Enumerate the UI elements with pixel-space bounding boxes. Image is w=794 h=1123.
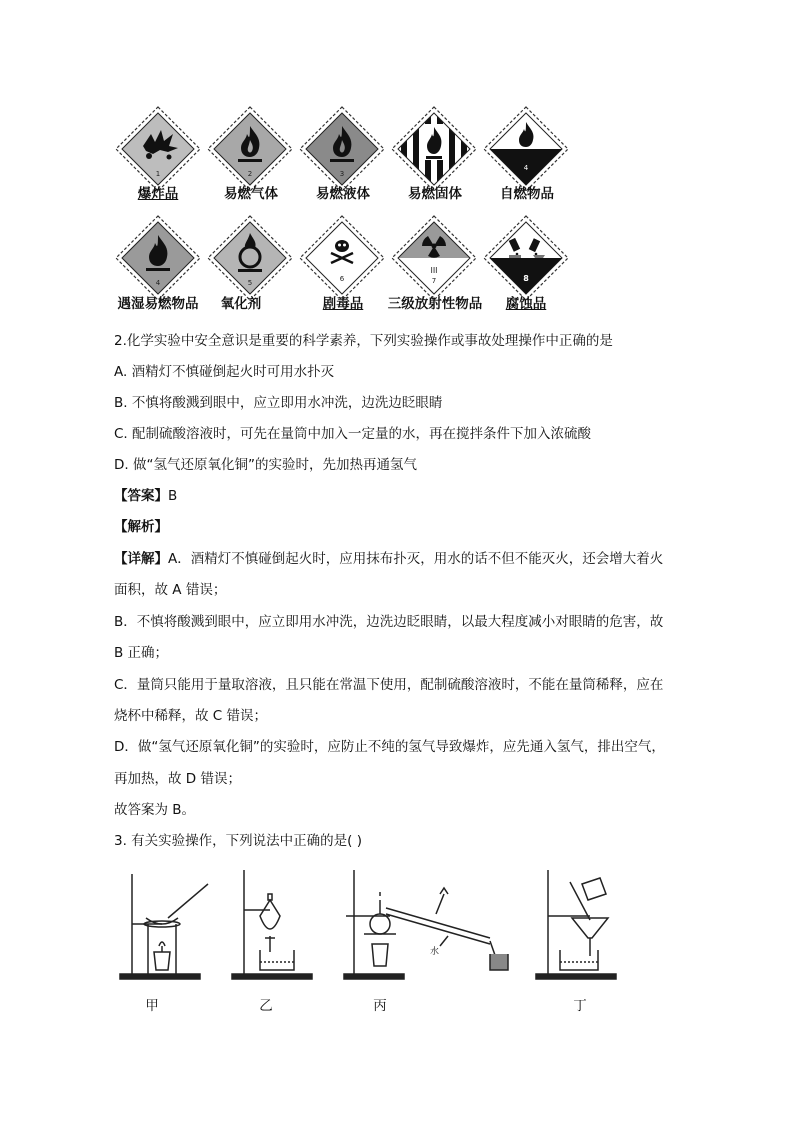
flame-icon: [389, 104, 479, 194]
apparatus-label: 丁: [573, 998, 587, 1014]
svg-text:水: 水: [430, 947, 440, 957]
apparatus-label: 乙: [259, 998, 273, 1014]
option-b: B. 不慎将酸溅到眼中，应立即用水冲洗，边洗边眨眼睛: [114, 395, 443, 411]
detail-line: 再加热，故 D 错误；: [114, 771, 241, 787]
sign-label: 遇湿易燃物品: [117, 296, 199, 312]
sign-label: 氧化剂: [220, 296, 262, 312]
hazard-sign-radioactive: [389, 213, 479, 303]
sign-label: 爆炸品: [137, 186, 179, 202]
detail-line: 烧杯中稀释，故 C 错误；: [114, 708, 268, 724]
svg-text:5: 5: [247, 279, 253, 287]
svg-text:4: 4: [523, 164, 529, 172]
flame-icon: [297, 104, 387, 194]
detail-line: B．不慎将酸溅到眼中，应立即用水冲洗，边洗边眨眼睛，以最大程度减小对眼睛的危害，故: [114, 614, 664, 630]
svg-text:2: 2: [247, 170, 253, 178]
question-stem: 2.化学实验中安全意识是重要的科学素养，下列实验操作或事故处理操作中正确的是: [114, 333, 613, 349]
question-stem: 3. 有关实验操作，下列说法中正确的是( ): [114, 833, 362, 849]
detail-line: C．量筒只能用于量取溶液，且只能在常温下使用，配制硫酸溶液时，不能在量筒稀释，应在: [114, 677, 664, 693]
detail-line: B 正确；: [114, 645, 169, 661]
sign-label: 腐蚀品: [505, 296, 547, 312]
explosion-icon: [113, 104, 203, 194]
detail-text: A．酒精灯不慎碰倒起火时，应用抹布扑灭，用水的话不但不能灭火，还会增大着火: [168, 551, 664, 567]
hazard-sign-flammable-solid: [389, 104, 479, 194]
hazard-sign-explosive: [113, 104, 203, 194]
svg-text:1: 1: [155, 170, 161, 178]
apparatus-distillation: [340, 866, 530, 1006]
skull-crossbones-icon: [297, 213, 387, 303]
detail-line: 面积，故 A 错误；: [114, 582, 227, 598]
sign-label: 剧毒品: [322, 296, 364, 312]
detail-line: 故答案为 B。: [114, 802, 196, 818]
apparatus-separation: [220, 866, 350, 1006]
distillation-apparatus-icon: [340, 866, 530, 986]
corrosion-icon: [481, 213, 571, 303]
sign-label: 易燃气体: [224, 186, 278, 202]
hazard-sign-toxic: [297, 213, 387, 303]
answer-value: B: [168, 488, 178, 504]
apparatus-label: 丙: [373, 998, 387, 1014]
hazard-sign-spontaneous-combustion: [481, 104, 571, 194]
detail-tag: 【详解】: [114, 551, 168, 567]
sign-label: 易燃固体: [408, 186, 462, 202]
apparatus-label: 甲: [145, 998, 159, 1014]
svg-text:8: 8: [523, 274, 529, 283]
option-c: C. 配制硫酸溶液时，可先在量筒中加入一定量的水，再在搅拌条件下加入浓硫酸: [114, 426, 592, 442]
apparatus-filtration: [530, 866, 660, 1006]
analysis-tag: 【解析】: [114, 519, 168, 535]
hazard-sign-corrosive: [481, 213, 571, 303]
answer-line: [114, 486, 177, 506]
svg-text:6: 6: [339, 275, 345, 283]
option-a: A. 酒精灯不慎碰倒起火时可用水扑灭: [114, 364, 335, 380]
hazard-sign-flammable-gas: [205, 104, 295, 194]
flame-icon: [205, 104, 295, 194]
svg-text:III: III: [430, 266, 438, 275]
svg-text:7: 7: [431, 277, 437, 285]
separatory-funnel-apparatus-icon: [220, 866, 350, 986]
detail-line: [114, 549, 663, 569]
sign-label: 自燃物品: [500, 186, 554, 202]
svg-text:4: 4: [155, 279, 161, 287]
hazard-sign-dangerous-when-wet: [113, 213, 203, 303]
hazard-sign-flammable-liquid: [297, 104, 387, 194]
answer-tag: 【答案】: [114, 488, 168, 504]
svg-text:3: 3: [339, 170, 345, 178]
radiation-trefoil-icon: [389, 213, 479, 303]
flame-over-circle-icon: [205, 213, 295, 303]
flame-icon: [481, 104, 571, 194]
flame-icon: [113, 213, 203, 303]
detail-line: D．做“氢气还原氧化铜”的实验时，应防止不纯的氢气导致爆炸，应先通入氢气，排出空气，: [114, 739, 665, 755]
sign-label: 易燃液体: [316, 186, 370, 202]
option-d: D. 做“氢气还原氧化铜”的实验时，先加热再通氢气: [114, 457, 417, 473]
sign-label: 三级放射性物品: [387, 296, 483, 312]
filtration-apparatus-icon: [530, 866, 660, 986]
hazard-sign-oxidizer: [205, 213, 295, 303]
